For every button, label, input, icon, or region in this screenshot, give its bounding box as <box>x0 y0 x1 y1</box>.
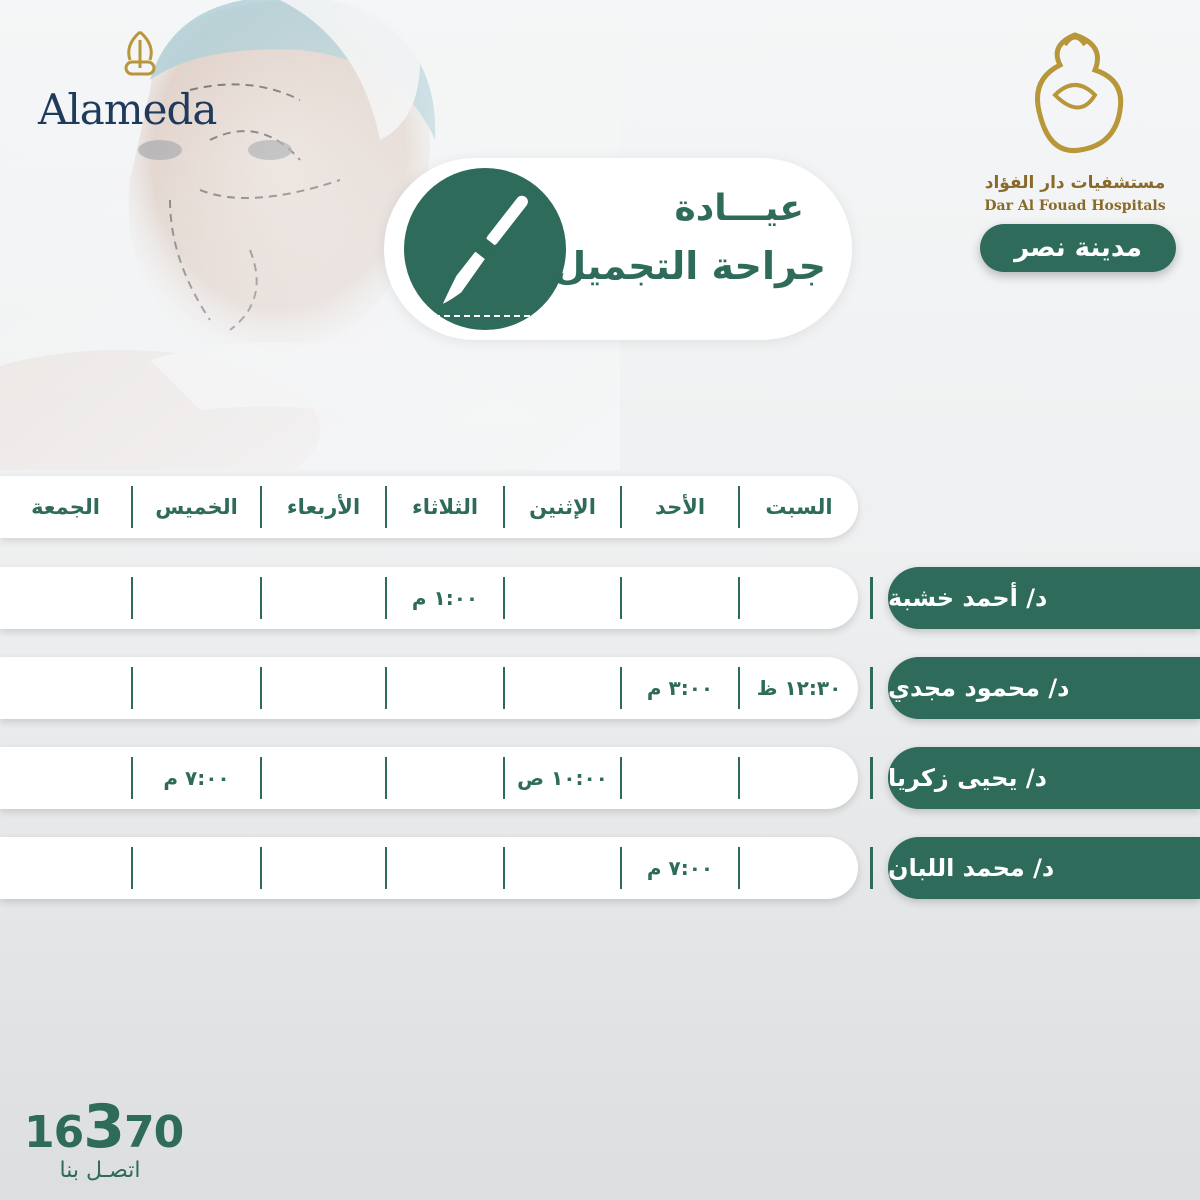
branch-badge: مدينة نصر <box>980 224 1176 272</box>
clinic-title-line2: جراحة التجميل <box>553 244 826 288</box>
contact-label: اتصـل بنا <box>59 1158 141 1183</box>
schedule-slot: ١٢:٣٠ ظ <box>756 676 842 700</box>
schedule-slot: ٧:٠٠ م <box>163 766 230 790</box>
doctor-separator <box>870 757 873 799</box>
schedule-slot <box>0 747 131 809</box>
day-sunday: الأحد <box>654 495 706 519</box>
doctor-name-badge: د/ محمود مجدي <box>888 657 1200 719</box>
schedule-row <box>0 567 858 629</box>
doctor-separator <box>870 577 873 619</box>
schedule-row <box>0 837 858 899</box>
column-separator <box>738 486 740 528</box>
schedule-slot <box>622 747 738 809</box>
schedule-slot: ٣:٠٠ م <box>646 676 714 700</box>
schedule-slot <box>262 747 385 809</box>
schedule-slot: ١٠:٠٠ ص <box>517 766 608 790</box>
day-monday: الإثنين <box>529 495 596 519</box>
hotline-suffix: 70 <box>123 1107 184 1158</box>
schedule-slot <box>133 837 260 899</box>
clinic-title-line1: عيـــادة <box>674 188 804 229</box>
hotline-number <box>24 1092 194 1162</box>
schedule-slot <box>740 747 858 809</box>
schedule-slot <box>0 657 131 719</box>
alameda-emblem-icon <box>110 30 170 80</box>
column-separator <box>503 486 505 528</box>
schedule-slot <box>387 747 503 809</box>
column-separator <box>260 486 262 528</box>
schedule-header <box>0 476 858 538</box>
hospital-name-ar: مستشفيات دار الفؤاد <box>984 173 1166 193</box>
hotline-prefix: 16 <box>24 1107 84 1158</box>
dar-al-fouad-logo <box>984 25 1166 225</box>
column-separator <box>131 486 133 528</box>
schedule-slot <box>505 657 620 719</box>
schedule-slot <box>505 567 620 629</box>
day-thursday: الخميس <box>155 495 238 519</box>
hotline-mid: 3 <box>83 1092 124 1162</box>
schedule-slot <box>0 837 131 899</box>
column-separator <box>620 486 622 528</box>
alameda-logo <box>30 30 250 134</box>
hospital-name-en: Dar Al Fouad Hospitals <box>984 198 1166 214</box>
schedule-slot <box>622 567 738 629</box>
schedule-slot <box>387 837 503 899</box>
schedule-slot <box>133 657 260 719</box>
day-saturday: السبت <box>765 495 833 519</box>
schedule-slot <box>387 657 503 719</box>
scalpel-icon <box>404 168 566 330</box>
doctor-name-badge: د/ أحمد خشبة <box>888 567 1200 629</box>
schedule-slot <box>505 837 620 899</box>
doctor-separator <box>870 847 873 889</box>
alameda-wordmark: Alameda <box>38 85 217 134</box>
day-wednesday: الأربعاء <box>286 495 361 519</box>
doctor-name-badge: د/ يحيى زكريا <box>888 747 1200 809</box>
schedule-row <box>0 657 858 719</box>
schedule-row <box>0 747 858 809</box>
clinic-icon-circle <box>404 168 566 330</box>
schedule-slot <box>262 567 385 629</box>
doctor-name-badge: د/ محمد اللبان <box>888 837 1200 899</box>
schedule-slot <box>740 837 858 899</box>
schedule-slot: ٧:٠٠ م <box>646 856 714 880</box>
day-friday: الجمعة <box>31 495 100 519</box>
schedule-slot <box>740 567 858 629</box>
schedule-slot <box>262 657 385 719</box>
schedule-slot <box>262 837 385 899</box>
schedule-slot <box>133 567 260 629</box>
schedule-slot <box>0 567 131 629</box>
clinic-title-card <box>384 158 852 340</box>
schedule-slot: ١:٠٠ م <box>411 586 479 610</box>
day-tuesday: الثلاثاء <box>411 495 479 519</box>
dar-al-fouad-emblem-icon <box>1010 25 1140 165</box>
doctor-separator <box>870 667 873 709</box>
column-separator <box>385 486 387 528</box>
